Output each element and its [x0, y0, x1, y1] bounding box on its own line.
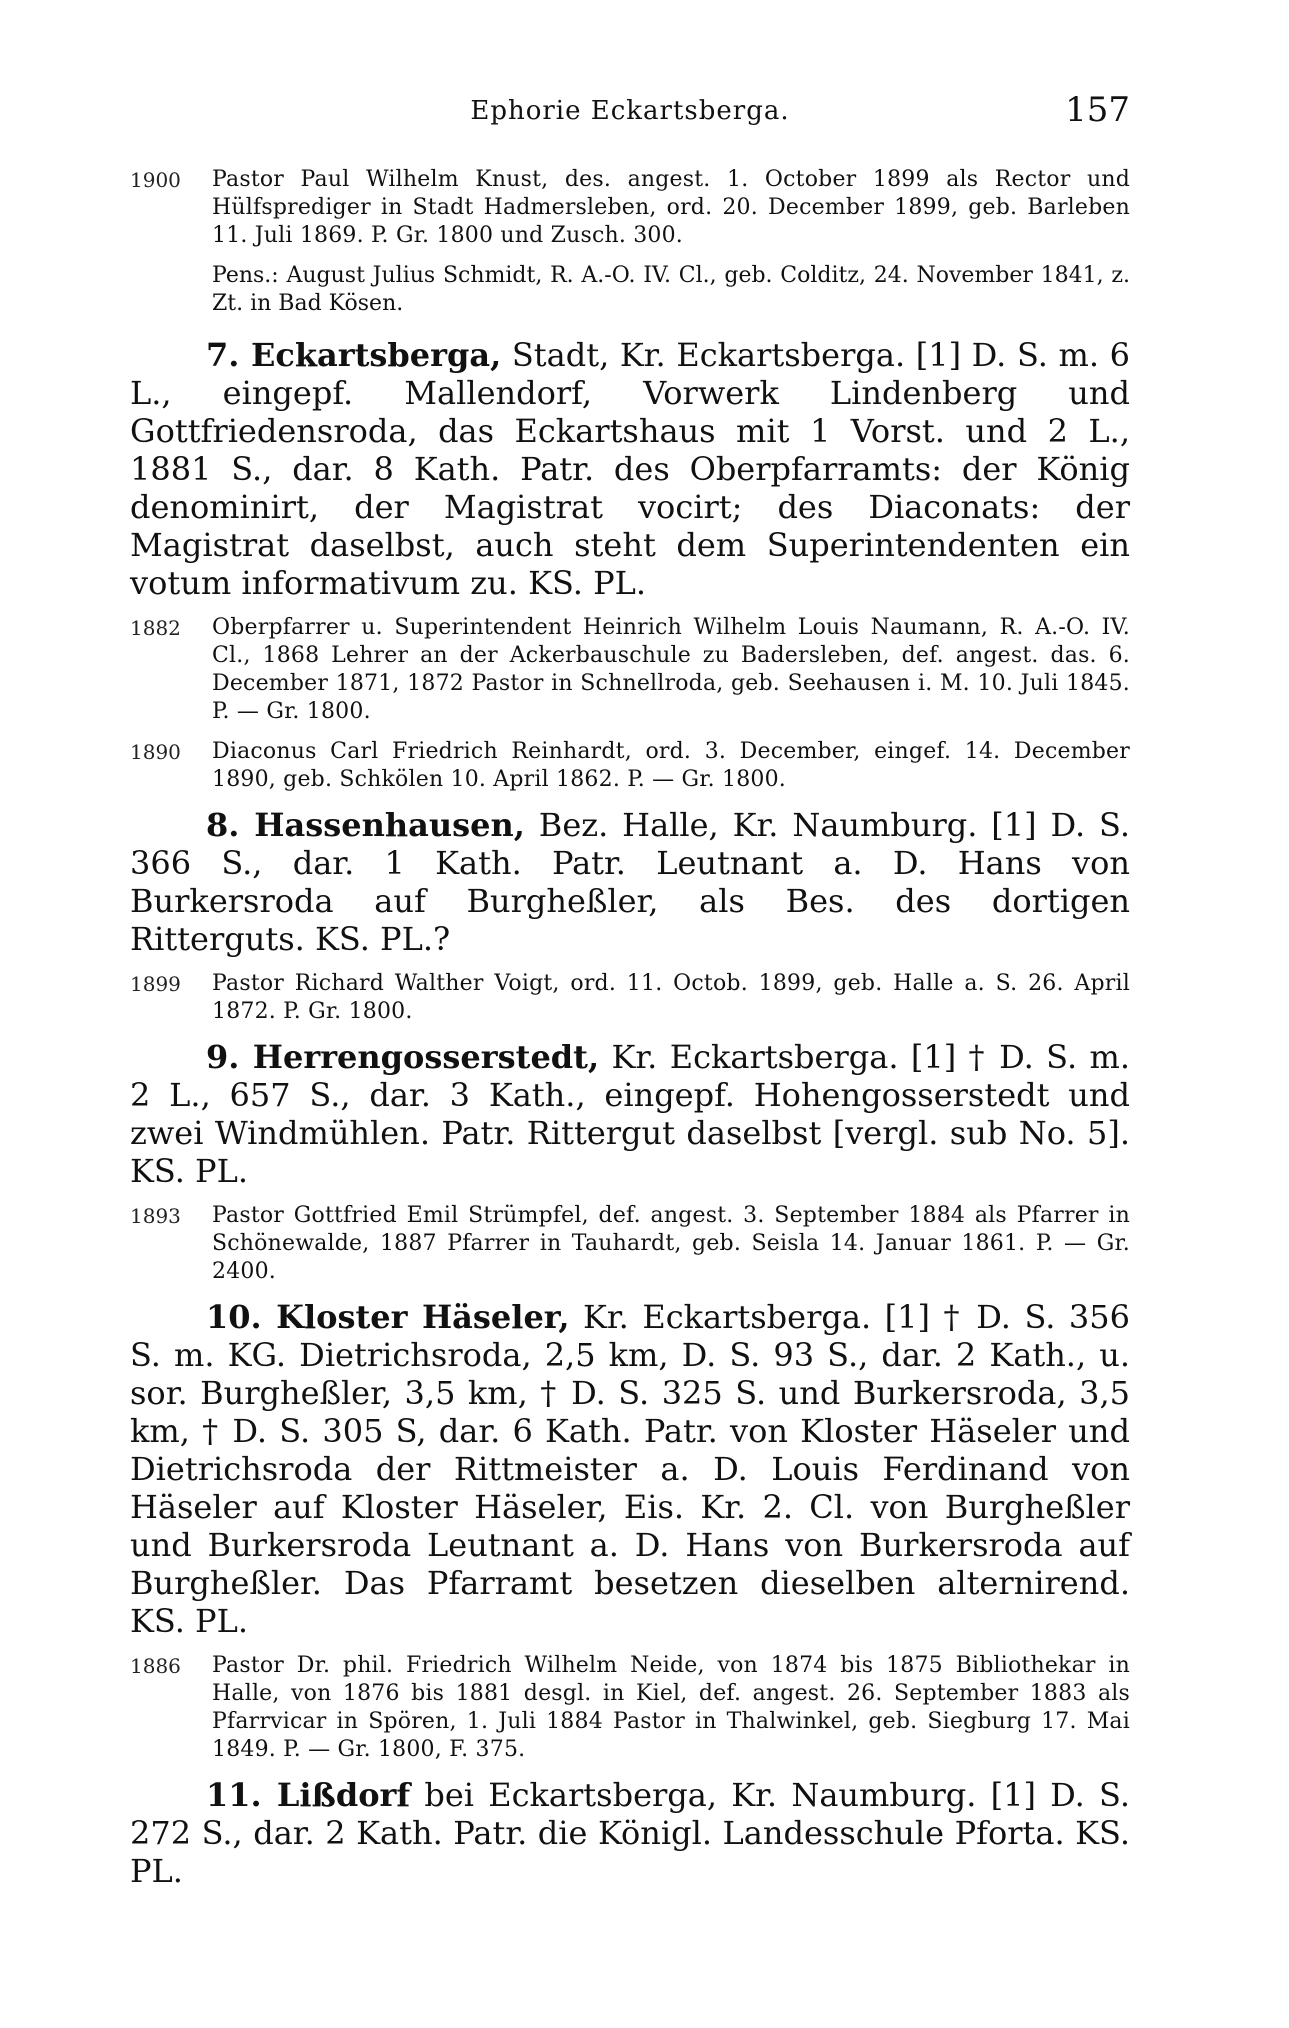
- document-page: [130, 88, 1130, 1988]
- entry-text: Diaconus Carl Friedrich Reinhardt, ord. 3. December, eingef. 14. December 1890, geb. Schkölen 10. April 1862. P. — Gr. 1800.: [212, 739, 1130, 792]
- parish-description: Bez. Halle, Kr. Naumburg. [1] D. S. 366 S., dar. 1 Kath. Patr. Leutnant a. D. Hans von Burkersroda auf Burgheßler, als Bes. des dortigen Ritterguts. KS. PL.?: [130, 806, 1130, 958]
- running-head: Ephorie Eckartsberga.: [470, 96, 790, 126]
- pension-note: Pens.: August Julius Schmidt, R. A.-O. IV. Cl., geb. Colditz, 24. November 1841, z. Zt. in Bad Kösen.: [212, 263, 1130, 316]
- clergy-entry: [130, 738, 1130, 794]
- entry-text: Pastor Gottfried Emil Strümpfel, def. angest. 3. September 1884 als Pfarrer in Schönewalde, 1887 Pfarrer in Tauhardt, geb. Seisla 14. Januar 1861. P. — Gr. 2400.: [212, 1203, 1130, 1284]
- parish-heading: 8. Hassenhausen,: [206, 806, 525, 844]
- parish-paragraph: [130, 336, 1130, 602]
- entry-text: Pastor Paul Wilhelm Knust, des. angest. 1. October 1899 als Rector und Hülfsprediger in Stadt Hadmersleben, ord. 20. December 1899, geb. Barleben 11. Juli 1869. P. Gr. 1800 und Zusch. 300.: [212, 167, 1130, 248]
- parish-description: Kr. Eckartsberga. [1] † D. S. m. 2 L., 657 S., dar. 3 Kath., eingepf. Hohengosserstedt und zwei Windmühlen. Patr. Rittergut daselbst [vergl. sub No. 5]. KS. PL.: [130, 1038, 1131, 1190]
- parish-heading: 11. Lißdorf: [206, 1776, 411, 1814]
- entry-year: 1882: [130, 616, 181, 640]
- parish-paragraph: [130, 1298, 1130, 1640]
- page-number: 157: [1065, 90, 1130, 130]
- clergy-entry: [130, 1202, 1130, 1286]
- clergy-entry: [130, 1652, 1130, 1764]
- parish-heading: 7. Eckartsberga,: [206, 336, 502, 374]
- clergy-entry: [130, 166, 1130, 250]
- parish-description: Kr. Eckartsberga. [1] † D. S. 356 S. m. KG. Dietrichsroda, 2,5 km, D. S. 93 S., dar. 2 Kath., u. sor. Burgheßler, 3,5 km, † D. S. 325 S. und Burkersroda, 3,5 km, † D. S. 305 S, dar. 6 Kath. Patr. von Kloster Häseler und Dietrichsroda der Rittmeister a. D. Louis Ferdinand von Häseler auf Kloster Häseler, Eis. Kr. 2. Cl. von Burgheßler und Burkersroda Leutnant a. D. Hans von Burkersroda auf Burgheßler. Das Pfarramt besetzen dieselben alternirend. KS. PL.: [130, 1298, 1131, 1640]
- clergy-entry: [130, 970, 1130, 1026]
- parish-description: bei Eckartsberga, Kr. Naumburg. [1] D. S. 272 S., dar. 2 Kath. Patr. die Königl. Landesschule Pforta. KS. PL.: [130, 1776, 1131, 1890]
- entry-year: 1893: [130, 1204, 181, 1228]
- entry-year: 1886: [130, 1654, 181, 1678]
- parish-description: Stadt, Kr. Eckartsberga. [1] D. S. m. 6 L., eingepf. Mallendorf, Vorwerk Lindenberg und Gottfriedensroda, das Eckartshaus mit 1 Vorst. und 2 L., 1881 S., dar. 8 Kath. Patr. des Oberpfarramts: der König denominirt, der Magistrat vocirt; des Diaconats: der Magistrat daselbst, auch steht dem Superintendenten ein votum informativum zu. KS. PL.: [130, 336, 1130, 602]
- parish-paragraph: [130, 1038, 1130, 1190]
- entry-text: Pastor Richard Walther Voigt, ord. 11. Octob. 1899, geb. Halle a. S. 26. April 1872. P. Gr. 1800.: [212, 971, 1130, 1024]
- parish-heading: 9. Herrengosserstedt,: [206, 1038, 600, 1076]
- entry-year: 1899: [130, 972, 181, 996]
- entry-text: Oberpfarrer u. Superintendent Heinrich Wilhelm Louis Naumann, R. A.-O. IV. Cl., 1868 Lehrer an der Ackerbauschule zu Badersleben, def. angest. das. 6. December 1871, 1872 Pastor in Schnellroda, geb. Seehausen i. M. 10. Juli 1845. P. — Gr. 1800.: [212, 615, 1130, 724]
- clergy-entry: [130, 614, 1130, 726]
- entry-text: Pastor Dr. phil. Friedrich Wilhelm Neide, von 1874 bis 1875 Bibliothekar in Halle, von 1876 bis 1881 desgl. in Kiel, def. angest. 26. September 1883 als Pfarrvicar in Spören, 1. Juli 1884 Pastor in Thalwinkel, geb. Siegburg 17. Mai 1849. P. — Gr. 1800, F. 375.: [212, 1653, 1130, 1762]
- parish-paragraph: [130, 1776, 1130, 1890]
- entry-year: 1900: [130, 168, 181, 192]
- entry-year: 1890: [130, 740, 181, 764]
- parish-heading: 10. Kloster Häseler,: [206, 1298, 570, 1336]
- parish-paragraph: [130, 806, 1130, 958]
- page-header: [130, 88, 1130, 144]
